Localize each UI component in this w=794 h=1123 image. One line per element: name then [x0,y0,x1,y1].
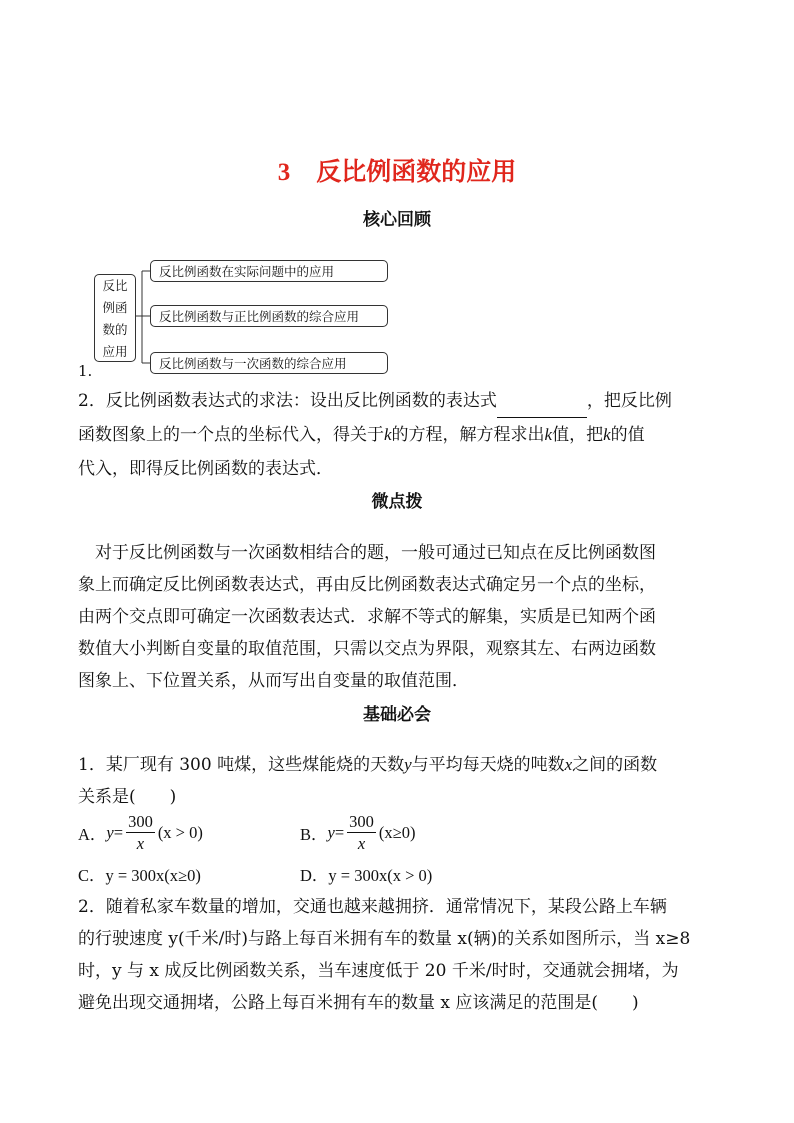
chapter-number: 3 [277,159,291,186]
q2-line: 避免出现交通拥堵，公路上每百米拥有车的数量 x 应该满足的范围是( ) [78,993,639,1013]
mind-map-branch: 反比例函数与正比例函数的综合应用 [150,305,388,327]
item-2-line-1 [78,384,718,418]
chapter-title: 反比例函数的应用 [316,157,517,186]
mind-map-root [94,274,136,362]
condition: (x≥0) [378,823,416,842]
var-k: k [384,425,392,444]
mind-map-root-line: 反比 [102,278,128,293]
section-heading-basics: 基础必会 [363,705,431,725]
numerator: 300 [126,814,155,834]
answer-blank[interactable] [497,395,587,418]
mind-map-root-line: 例函 [102,300,128,315]
q1-option-d[interactable]: D．y = 300x(x > 0) [300,866,433,885]
q1-option-c[interactable]: C．y = 300x(x≥0) [78,866,201,885]
mind-map-root-line: 应用 [102,344,128,359]
mind-map-branch: 反比例函数在实际问题中的应用 [150,260,388,282]
mind-map-root-line: 数的 [102,322,128,337]
section-heading-tips: 微点拨 [371,492,423,512]
mind-map-branch: 反比例函数与一次函数的综合应用 [150,352,388,374]
text: 的值 [610,425,645,445]
denominator: x [357,834,366,853]
q1-option-b[interactable] [300,810,415,856]
text: 的方程，解方程求出 [391,425,545,445]
fraction [126,811,155,853]
q2-line: 的行驶速度 y(千米/时)与路上每百米拥有车的数量 x(辆)的关系如图所示，当 x≥8 [78,929,691,949]
q1-line-2: 关系是( ) [78,787,177,807]
text: 之间的函数 [572,755,658,775]
option-label: B． [300,825,328,844]
numerator: 300 [347,814,376,834]
text: 与平均每天烧的吨数 [411,755,565,775]
text: ，把反比例 [586,391,672,411]
equals: = [113,823,124,842]
q2-line: 2．随着私家车数量的增加，交通也越来越拥挤．通常情况下，某段公路上车辆 [78,897,667,917]
var-x: x [564,755,573,774]
tip-line: 数值大小判断自变量的取值范围，只需以交点为界限，观察其左、右两边函数 [78,639,656,659]
tip-line: 图象上、下位置关系，从而写出自变量的取值范围． [78,671,469,691]
tip-line: 对于反比例函数与一次函数相结合的题，一般可通过已知点在反比例函数图 [95,543,656,563]
text: 函数图象上的一个点的坐标代入，得关于 [78,425,384,445]
text: 2．反比例函数表达式的求法：设出反比例函数的表达式 [78,391,497,411]
text: 值，把 [552,425,604,445]
var-k: k [544,425,553,444]
condition: (x > 0) [157,823,203,842]
equals: = [334,823,345,842]
denominator: x [136,834,145,853]
q1-line-1 [78,748,718,782]
tip-line: 象上而确定反比例函数表达式，再由反比例函数表达式确定另一个点的坐标， [78,575,656,595]
var-y: y [106,823,114,842]
var-k: k [603,425,611,444]
q2-line: 时，y 与 x 成反比例函数关系，当车速度低于 20 千米/时时，交通就会拥堵，为 [78,961,679,981]
tip-line: 由两个交点即可确定一次函数表达式．求解不等式的解集，实质是已知两个函 [78,607,656,627]
fraction [347,811,376,853]
text: 1．某厂现有 300 吨煤，这些煤能烧的天数 [78,755,405,775]
var-y: y [327,823,335,842]
item-2-line-2 [78,418,718,452]
option-label: A． [78,825,107,844]
section-heading-core-review: 核心回顾 [363,210,431,230]
var-y: y [404,755,412,774]
q1-option-a[interactable] [78,810,203,856]
item-1-label: 1. [78,362,93,380]
item-2-line-3: 代入，即得反比例函数的表达式． [78,459,333,479]
